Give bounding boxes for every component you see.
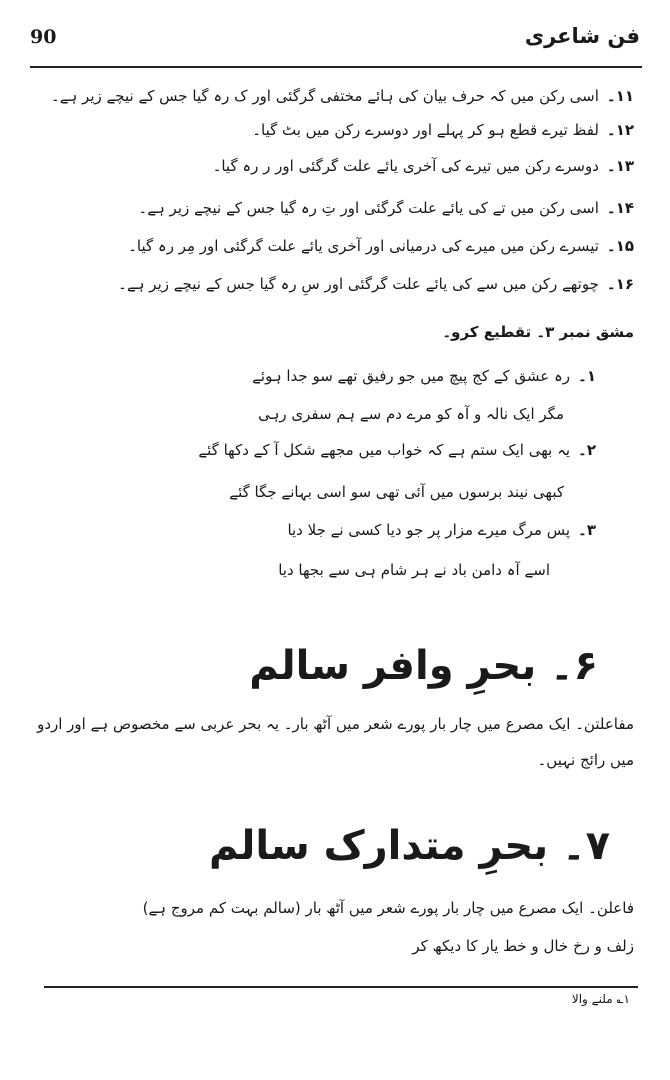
verse-1-line-2: مگر ایک نالہ و آہ کو مرے دم سے ہم سفری رہی xyxy=(258,405,564,423)
verse-text: رہ عشق کے کج پیچ میں جو رفیق تھے سو جدا ہوئے xyxy=(252,367,571,385)
rule-text: اسی رکن میں کہ حرف بیان کی ہائے مختفی گرگئی اور ک رہ گیا جس کے نیچے زیر ہے۔ xyxy=(50,87,599,105)
page-number: 90 xyxy=(30,26,57,48)
rule-15 xyxy=(128,236,634,256)
rule-number: ۱۳۔ xyxy=(606,157,634,175)
rule-14 xyxy=(138,198,634,218)
verse-number: ۳۔ xyxy=(578,521,596,539)
section-7-heading: ۷۔ بحرِ متدارک سالم xyxy=(208,823,610,869)
verse-text: یہ بھی ایک ستم ہے کہ خواب میں مجھے شکل آ کے دکھا گئے xyxy=(198,441,571,459)
verse-1-line-1 xyxy=(252,366,596,386)
rule-13 xyxy=(213,156,634,176)
section-7-text-1: فاعلن۔ ایک مصرع میں چار بار پورے شعر میں آٹھ بار (سالم بہت کم مروج ہے) xyxy=(142,899,634,917)
rule-text: دوسرے رکن میں تیرے کی آخری یائے علت گرگئی اور ر رہ گیا۔ xyxy=(212,157,599,175)
header-rule xyxy=(30,66,642,68)
verse-2-line-1 xyxy=(198,440,596,460)
rule-number: ۱۵۔ xyxy=(606,237,634,255)
page-header xyxy=(30,22,640,64)
section-6-heading: ۶۔ بحرِ وافر سالم xyxy=(249,643,598,689)
verse-number: ۱۔ xyxy=(578,367,596,385)
rule-16 xyxy=(118,274,634,294)
exercise-title: مشق نمبر ۳۔ تقطیع کرو۔ xyxy=(442,323,634,341)
section-6-text-2: میں رائج نہیں۔ xyxy=(537,751,634,769)
rule-12 xyxy=(252,120,634,140)
rule-number: ۱۶۔ xyxy=(606,275,634,293)
rule-11 xyxy=(51,86,634,106)
rule-text: لفظ تیرے قطع ہو کر پہلے اور دوسرے رکن میں بٹ گیا۔ xyxy=(252,121,599,139)
verse-2-line-2: کبھی نیند برسوں میں آئی تھی سو اسی بہانے جگا گئے xyxy=(229,483,564,501)
footnote-rule xyxy=(44,986,638,988)
rule-text: اسی رکن میں تے کی یائے علت گرگئی اور تِ رہ گیا جس کے نیچے زیر ہے۔ xyxy=(138,199,599,217)
rule-number: ۱۱۔ xyxy=(606,87,634,105)
section-6-text-1: مفاعلتن۔ ایک مصرع میں چار بار پورے شعر میں آٹھ بار۔ یہ بحر عربی سے مخصوص ہے اور اردو xyxy=(37,715,634,733)
rule-text: تیسرے رکن میں میرے کی درمیانی اور آخری یائے علت گرگئی اور مِر رہ گیا۔ xyxy=(128,237,599,255)
verse-3-line-2: اسے آہ دامن باد نے ہر شام ہی سے بجھا دیا xyxy=(278,561,550,579)
verse-number: ۲۔ xyxy=(578,441,596,459)
rule-number: ۱۲۔ xyxy=(606,121,634,139)
running-title: فن شاعری xyxy=(524,24,640,48)
footnote: ۱؎ ملنے والا xyxy=(571,992,630,1006)
rule-number: ۱۴۔ xyxy=(606,199,634,217)
section-7-text-2: زلف و رخ خال و خط یار کا دیکھ کر xyxy=(412,937,634,955)
rule-text: چوتھے رکن میں سے کی یائے علت گرگئی اور سِ رہ گیا جس کے نیچے زیر ہے۔ xyxy=(118,275,599,293)
verse-text: پس مرگ میرے مزار پر جو دیا کسی نے جلا دیا xyxy=(287,521,571,539)
verse-3-line-1 xyxy=(287,520,596,540)
